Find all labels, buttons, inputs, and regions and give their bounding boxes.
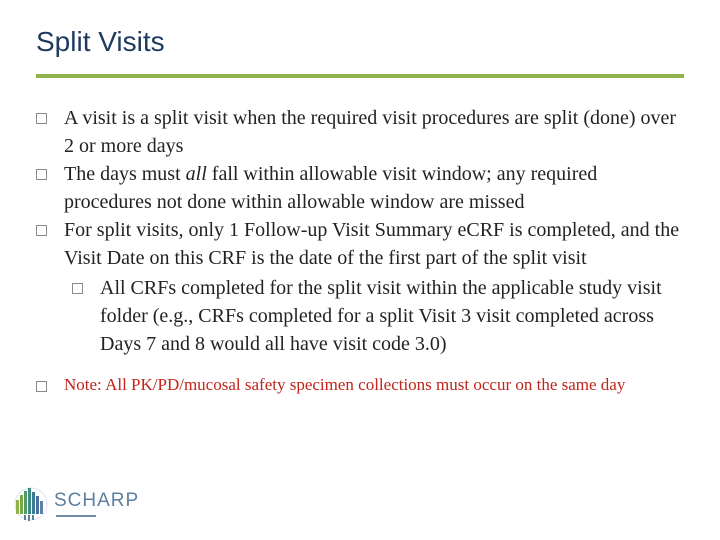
bullet-text: A visit is a split visit when the required visit procedures are split (done) over 2 or more days [64,107,677,157]
slide-title: Split Visits [36,26,165,57]
scharp-logo-icon [12,486,50,522]
checkbox-bullet-icon [36,381,47,392]
bullet-emphasis: all [185,163,207,185]
checkbox-bullet-icon [36,113,47,124]
checkbox-bullet-icon [72,283,83,294]
bullet-item [36,104,686,160]
bullet-item [36,216,686,272]
bullet-list [36,104,686,398]
note-text: Note: All PK/PD/mucosal safety specimen collections must occur on the same day [64,375,626,394]
checkbox-bullet-icon [36,169,47,180]
title-divider [36,74,684,78]
bullet-item [36,160,686,216]
sub-bullet-text: All CRFs completed for the split visit within the applicable study visit folder (e.g., CRFs completed for a split Visit 3 visit completed across Days 7 and 8 would all have visit code 3.0) [100,277,662,355]
scharp-logo [12,486,139,522]
bullet-text: For split visits, only 1 Follow-up Visit Summary eCRF is completed, and the Visit Date on this CRF is the date of the first part of the split visit [64,219,680,269]
bullet-text-after: fall within allowable visit window; any required procedures not done within allowable window are missed [64,163,598,213]
note-item [36,372,686,398]
checkbox-bullet-icon [36,225,47,236]
logo-wordmark: SCHARP [54,490,140,511]
bullet-text-before: The days must [64,163,186,185]
sub-bullet-item [72,274,686,358]
logo-tagline-line [56,515,96,517]
